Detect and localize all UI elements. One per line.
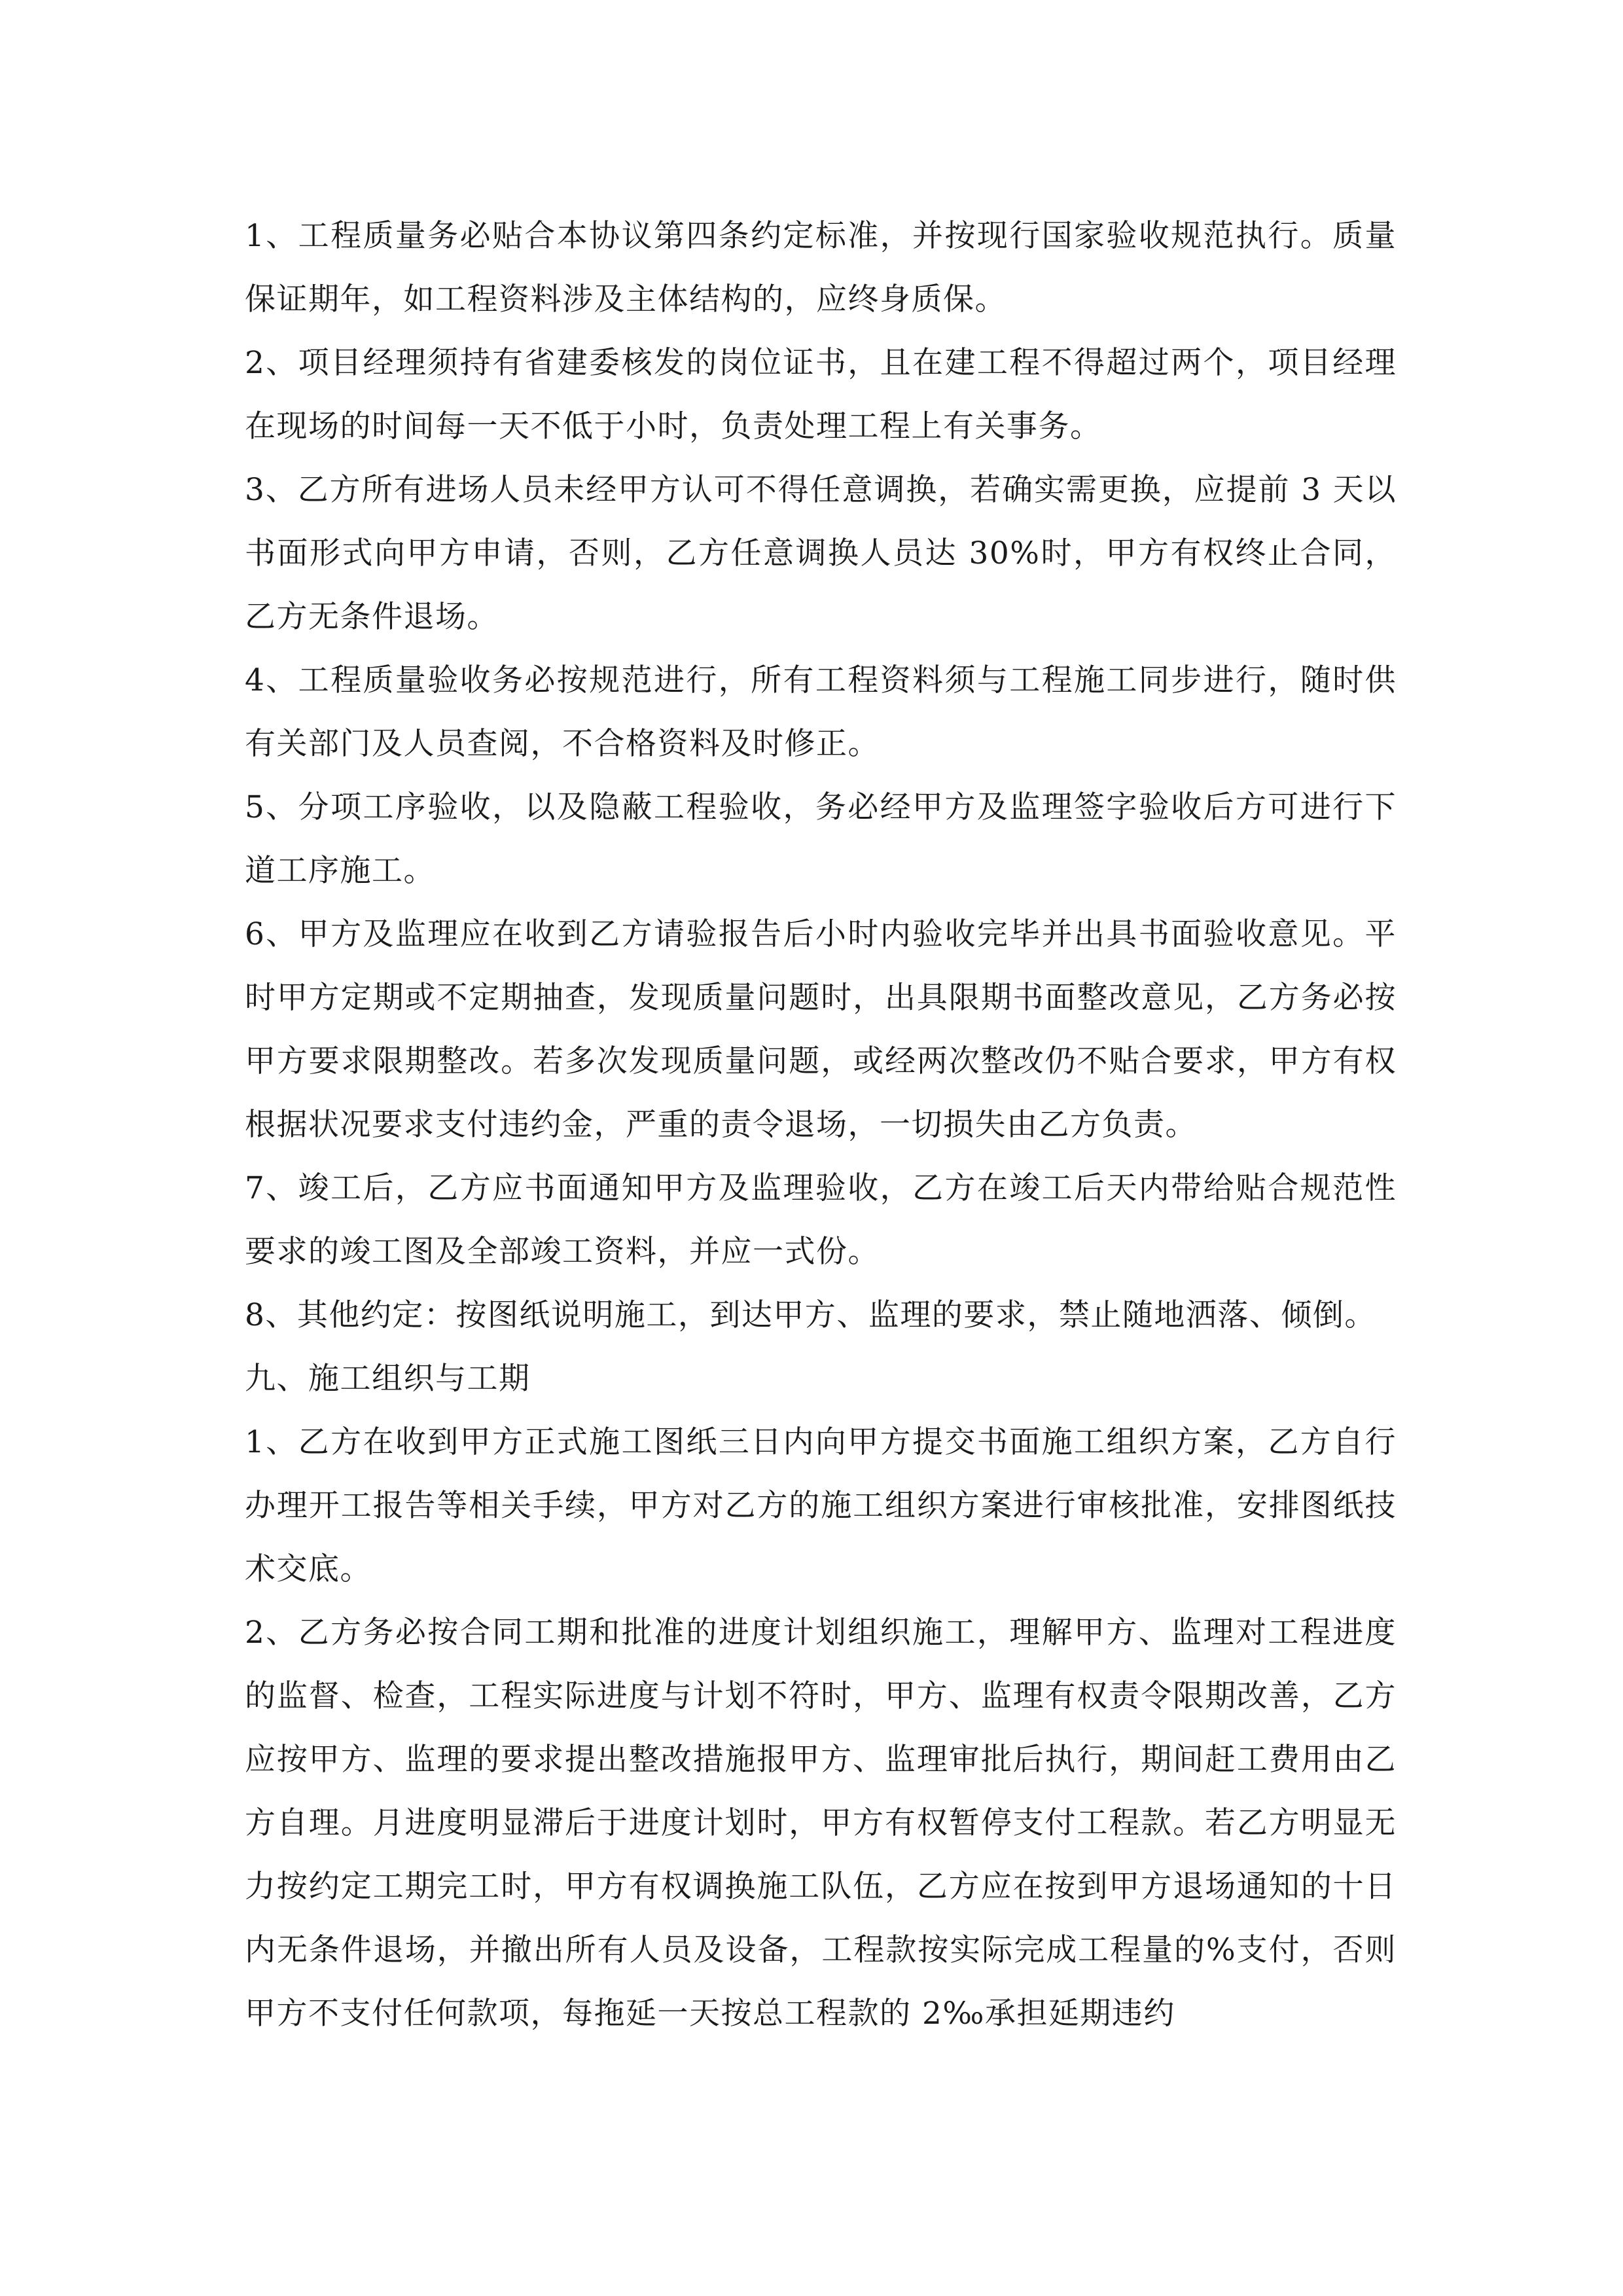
clause-completion: 7、竣工后，乙方应书面通知甲方及监理验收，乙方在竣工后天内带给贴合规范性要求的竣工图及全部竣工资料，并应一式份。 [245, 1170, 1397, 1270]
document-body [245, 204, 1397, 2045]
clause-process-acceptance: 5、分项工序验收，以及隐蔽工程验收，务必经甲方及监理签字验收后方可进行下道工序施工。 [245, 789, 1397, 889]
clause-other-agreements: 8、其他约定：按图纸说明施工，到达甲方、监理的要求，禁止随地洒落、倾倒。 [245, 1297, 1376, 1333]
clause-inspection: 6、甲方及监理应在收到乙方请验报告后小时内验收完毕并出具书面验收意见。平时甲方定期或不定期抽查，发现质量问题时，出具限期书面整改意见，乙方务必按甲方要求限期整改。若多次发现质量问题，或经两次整改仍不贴合要求，甲方有权根据状况要求支付违约金，严重的责令退场，一切损失由乙方负责。 [245, 916, 1397, 1143]
clause-personnel-change: 3、乙方所有进场人员未经甲方认可不得任意调换，若确实需更换，应提前 3 天以书面形式向甲方申请，否则，乙方任意调换人员达 30%时，甲方有权终止合同，乙方无条件退场。 [245, 472, 1397, 635]
clause-quality-standard: 1、工程质量务必贴合本协议第四条约定标准，并按现行国家验收规范执行。质量保证期年，如工程资料涉及主体结构的，应终身质保。 [245, 218, 1397, 317]
section-heading-construction-schedule: 九、施工组织与工期 [245, 1361, 531, 1397]
clause-quality-acceptance: 4、工程质量验收务必按规范进行，所有工程资料须与工程施工同步进行，随时供有关部门及人员查阅，不合格资料及时修正。 [245, 662, 1397, 762]
clause-schedule-control: 2、乙方务必按合同工期和批准的进度计划组织施工，理解甲方、监理对工程进度的监督、检查，工程实际进度与计划不符时，甲方、监理有权责令限期改善，乙方应按甲方、监理的要求提出整改措施报甲方、监理审批后执行，期间赶工费用由乙方自理。月进度明显滞后于进度计划时，甲方有权暂停支付工程款。若乙方明显无力按约定工期完工时，甲方有权调换施工队伍，乙方应在按到甲方退场通知的十日内无条件退场，并撤出所有人员及设备，工程款按实际完成工程量的%支付，否则甲方不支付任何款项，每拖延一天按总工程款的 2‰承担延期违约 [245, 1615, 1397, 2032]
clause-project-manager: 2、项目经理须持有省建委核发的岗位证书，且在建工程不得超过两个，项目经理在现场的时间每一天不低于小时，负责处理工程上有关事务。 [245, 345, 1397, 444]
clause-construction-plan: 1、乙方在收到甲方正式施工图纸三日内向甲方提交书面施工组织方案，乙方自行办理开工报告等相关手续，甲方对乙方的施工组织方案进行审核批准，安排图纸技术交底。 [245, 1424, 1397, 1587]
